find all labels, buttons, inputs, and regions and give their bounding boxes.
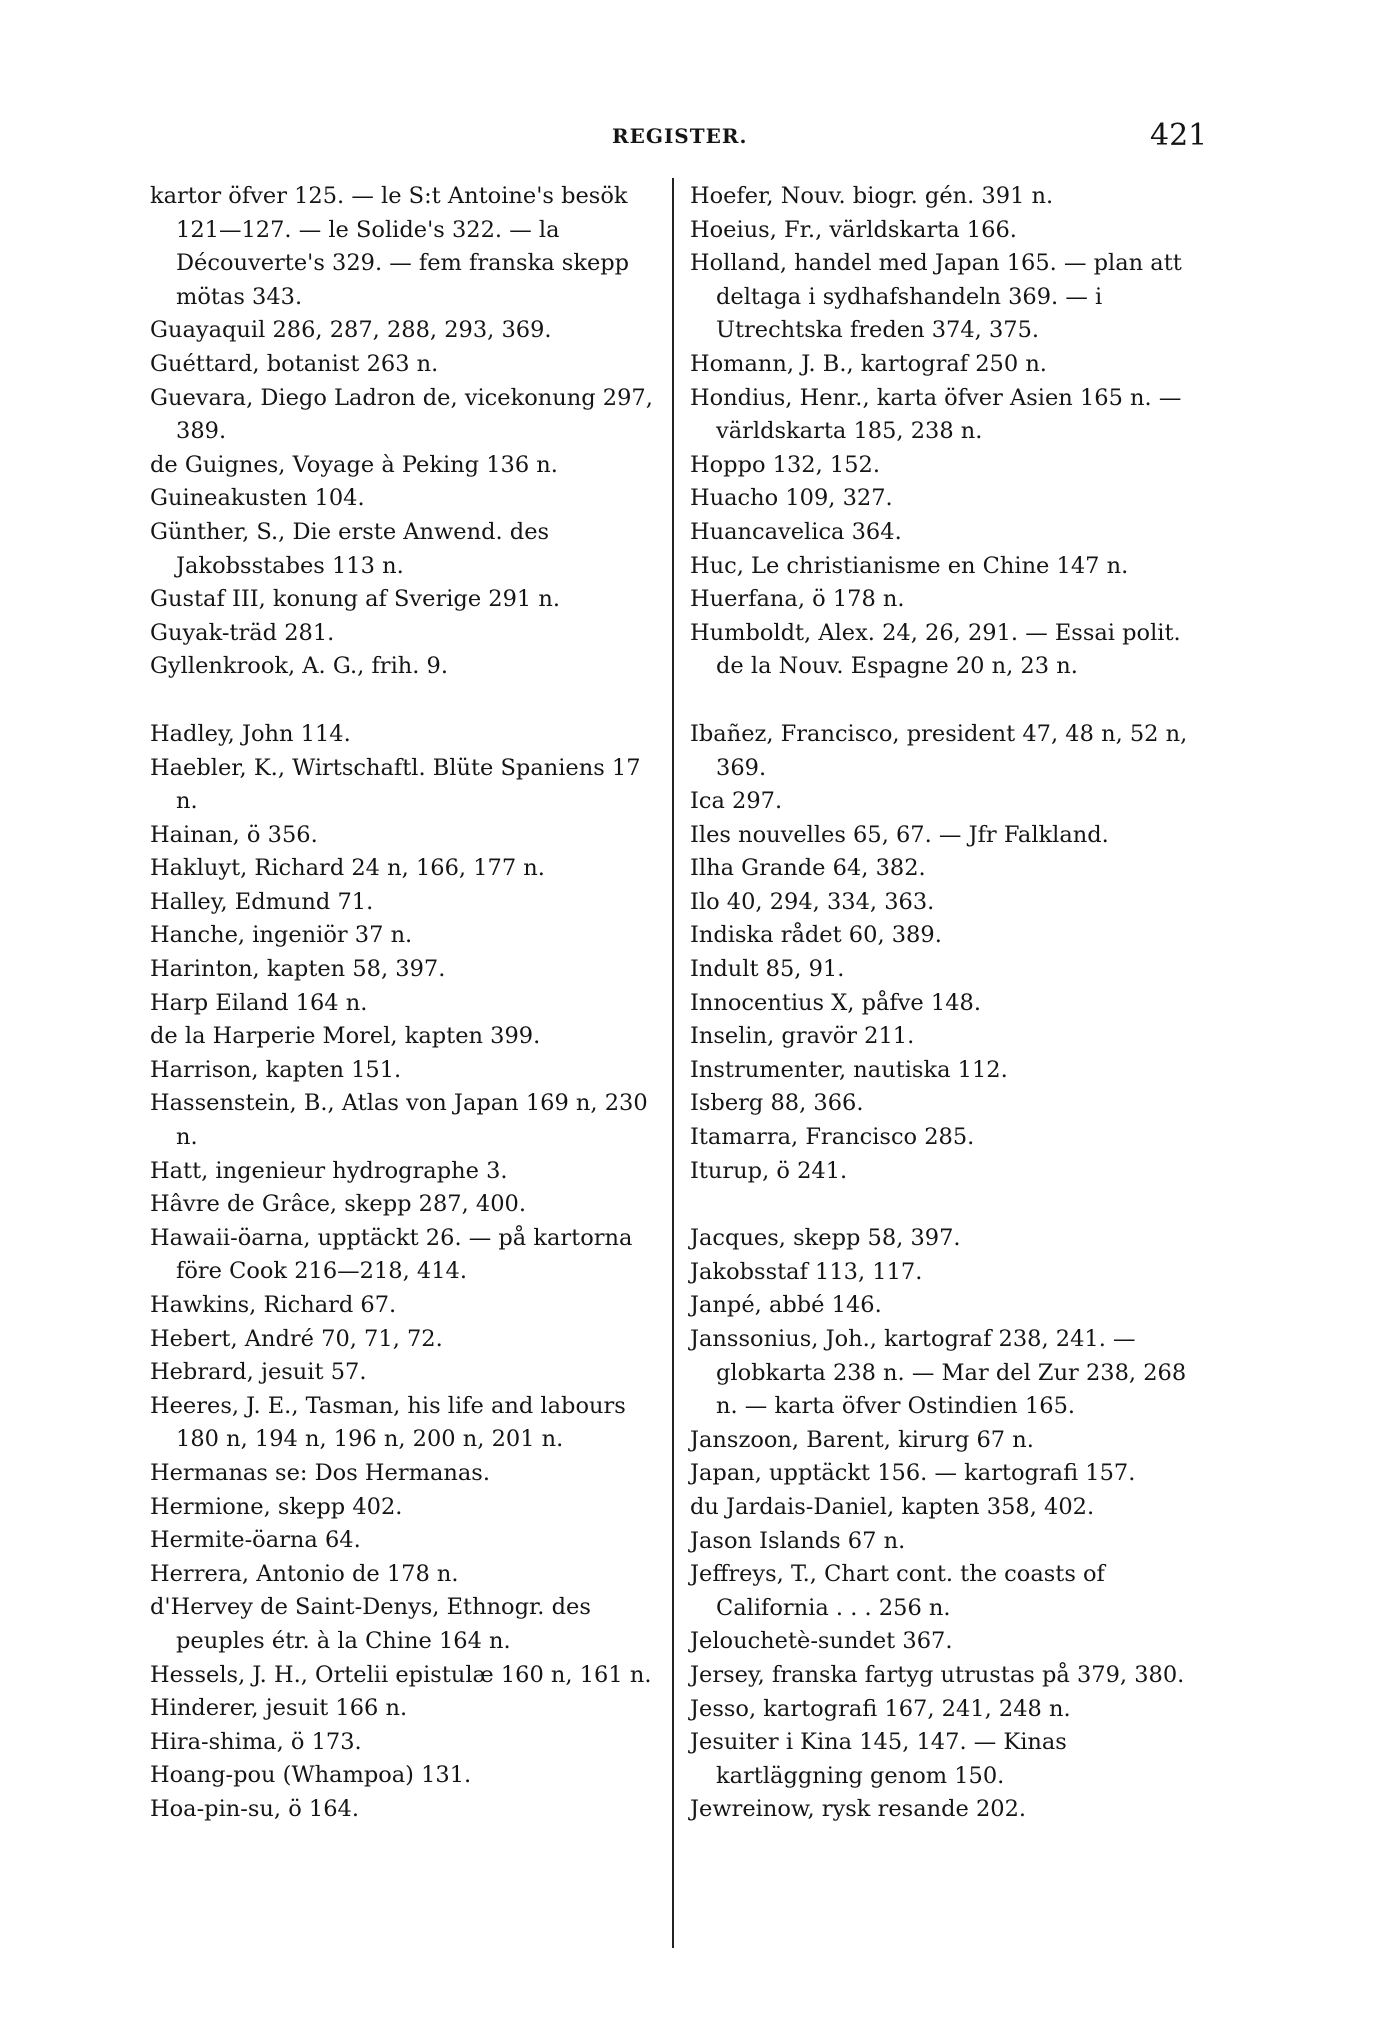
- page-header: [0, 118, 1400, 158]
- index-column-left: [150, 180, 660, 1827]
- index-entry: Hebert, André 70, 71, 72.: [150, 1325, 443, 1352]
- index-entry: Halley, Edmund 71.: [150, 888, 374, 915]
- index-entry: Iturup, ö 241.: [690, 1157, 848, 1184]
- index-entry: Hessels, J. H., Ortelii epistulæ 160 n, 161 n.: [150, 1661, 652, 1688]
- index-entry: Hoefer, Nouv. biogr. gén. 391 n.: [690, 183, 1054, 209]
- running-head: REGISTER.: [612, 124, 748, 148]
- index-entry: Jesso, kartografi 167, 241, 248 n.: [690, 1695, 1071, 1722]
- index-entry: kartor öfver 125. — le S:t Antoine's besök 121—127. — le Solide's 322. — la Découverte's 329. — fem franska skepp mötas 343.: [150, 183, 630, 310]
- index-entry: Ilha Grande 64, 382.: [690, 855, 926, 882]
- index-entry: Hâvre de Grâce, skepp 287, 400.: [150, 1191, 527, 1218]
- index-entry: Jersey, franska fartyg utrustas på 379, 380.: [690, 1661, 1185, 1688]
- index-entry: Hoang-pou (Whampoa) 131.: [150, 1762, 472, 1789]
- index-entry: Hawkins, Richard 67.: [150, 1292, 397, 1318]
- index-entry: Guéttard, botanist 263 n.: [150, 350, 439, 377]
- index-entry: Heeres, J. E., Tasman, his life and labours 180 n, 194 n, 196 n, 200 n, 201 n.: [150, 1392, 626, 1453]
- index-entry: Humboldt, Alex. 24, 26, 291. — Essai polit. de la Nouv. Espagne 20 n, 23 n.: [690, 619, 1181, 680]
- index-entry: Jeffreys, T., Chart cont. the coasts of California . . . 256 n.: [690, 1561, 1105, 1621]
- index-entry: Jakobsstaf 113, 117.: [690, 1258, 923, 1285]
- index-entry: Inselin, gravör 211.: [690, 1023, 915, 1050]
- index-entry: d'Hervey de Saint-Denys, Ethnogr. des peuples étr. à la Chine 164 n.: [150, 1594, 591, 1654]
- index-entry: Harp Eiland 164 n.: [150, 989, 368, 1016]
- index-entry: de Guignes, Voyage à Peking 136 n.: [150, 451, 558, 478]
- index-entry: Indiska rådet 60, 389.: [690, 922, 942, 949]
- index-entry: du Jardais-Daniel, kapten 358, 402.: [690, 1493, 1095, 1520]
- index-entry: Itamarra, Francisco 285.: [690, 1124, 975, 1151]
- index-entry: Jewreinow, rysk resande 202.: [690, 1796, 1027, 1823]
- index-entry: Hanche, ingeniör 37 n.: [150, 922, 413, 949]
- index-entry: de la Harperie Morel, kapten 399.: [150, 1023, 541, 1050]
- index-entry: Indult 85, 91.: [690, 956, 845, 983]
- index-entry: Haebler, K., Wirtschaftl. Blüte Spaniens 17 n.: [150, 754, 641, 815]
- index-entry: Huc, Le christianisme en Chine 147 n.: [690, 552, 1129, 579]
- index-entry: Huancavelica 364.: [690, 518, 902, 545]
- index-entry: Guineakusten 104.: [150, 485, 365, 512]
- index-entry: Jesuiter i Kina 145, 147. — Kinas kartläggning genom 150.: [690, 1729, 1067, 1789]
- index-entry: Japan, upptäckt 156. — kartografi 157.: [690, 1460, 1136, 1487]
- index-entry: Harinton, kapten 58, 397.: [150, 956, 446, 983]
- letter-section-gap: [150, 684, 660, 718]
- index-entry: Hondius, Henr., karta öfver Asien 165 n. — världskarta 185, 238 n.: [690, 384, 1182, 445]
- index-entry: Herrera, Antonio de 178 n.: [150, 1560, 459, 1587]
- index-entry: Holland, handel med Japan 165. — plan att deltaga i sydhafshandeln 369. — i Utrechtska freden 374, 375.: [690, 250, 1182, 344]
- letter-section-gap: [690, 1188, 1210, 1222]
- index-entry: Hermite-öarna 64.: [150, 1527, 361, 1554]
- index-entry: Jacques, skepp 58, 397.: [690, 1225, 961, 1252]
- index-entry: Hadley, John 114.: [150, 720, 351, 747]
- index-entry: Huerfana, ö 178 n.: [690, 586, 905, 613]
- index-entry: Instrumenter, nautiska 112.: [690, 1056, 1008, 1083]
- index-entry: Jason Islands 67 n.: [690, 1527, 906, 1554]
- index-entry: Hakluyt, Richard 24 n, 166, 177 n.: [150, 855, 545, 882]
- index-entry: Harrison, kapten 151.: [150, 1056, 402, 1083]
- index-entry: Janssonius, Joh., kartograf 238, 241. — globkarta 238 n. — Mar del Zur 238, 268 n. — karta öfver Ostindien 165.: [690, 1326, 1187, 1420]
- column-divider: [672, 178, 674, 1948]
- index-entry: Hoppo 132, 152.: [690, 451, 881, 478]
- index-entry: Iles nouvelles 65, 67. — Jfr Falkland.: [690, 821, 1109, 848]
- page-number: 421: [1150, 118, 1208, 153]
- index-entry: Hermione, skepp 402.: [150, 1493, 403, 1520]
- index-entry: Ibañez, Francisco, president 47, 48 n, 52 n, 369.: [690, 720, 1188, 781]
- index-entry: Jelouchetè-sundet 367.: [690, 1628, 953, 1655]
- index-entry: Isberg 88, 366.: [690, 1090, 864, 1117]
- index-entry: Janszoon, Barent, kirurg 67 n.: [690, 1426, 1034, 1453]
- index-entry: Hoeius, Fr., världskarta 166.: [690, 216, 1017, 243]
- index-entry: Hinderer, jesuit 166 n.: [150, 1695, 408, 1722]
- index-entry: Hermanas se: Dos Hermanas.: [150, 1459, 490, 1486]
- index-entry: Ica 297.: [690, 788, 783, 815]
- index-entry: Guevara, Diego Ladron de, vicekonung 297, 389.: [150, 384, 653, 445]
- index-entry: Hassenstein, B., Atlas von Japan 169 n, 230 n.: [150, 1090, 648, 1151]
- index-entry: Hainan, ö 356.: [150, 821, 318, 848]
- index-entry: Huacho 109, 327.: [690, 485, 893, 512]
- index-entry: Homann, J. B., kartograf 250 n.: [690, 350, 1047, 377]
- index-entry: Hatt, ingenieur hydrographe 3.: [150, 1157, 508, 1184]
- index-entry: Günther, S., Die erste Anwend. des Jakobsstabes 113 n.: [150, 518, 550, 579]
- index-entry: Gyllenkrook, A. G., frih. 9.: [150, 653, 449, 680]
- index-entry: Innocentius X, påfve 148.: [690, 989, 981, 1016]
- index-column-right: [690, 180, 1210, 1827]
- index-entry: Janpé, abbé 146.: [690, 1292, 882, 1319]
- index-entry: Hawaii-öarna, upptäckt 26. — på kartorna före Cook 216—218, 414.: [150, 1224, 633, 1285]
- index-entry: Guayaquil 286, 287, 288, 293, 369.: [150, 317, 552, 344]
- index-entry: Guyak-träd 281.: [150, 619, 335, 646]
- index-entry: Hoa-pin-su, ö 164.: [150, 1795, 360, 1822]
- index-entry: Ilo 40, 294, 334, 363.: [690, 888, 935, 915]
- index-entry: Hira-shima, ö 173.: [150, 1728, 362, 1755]
- index-entry: Gustaf III, konung af Sverige 291 n.: [150, 586, 561, 613]
- letter-section-gap: [690, 684, 1210, 718]
- index-entry: Hebrard, jesuit 57.: [150, 1359, 367, 1386]
